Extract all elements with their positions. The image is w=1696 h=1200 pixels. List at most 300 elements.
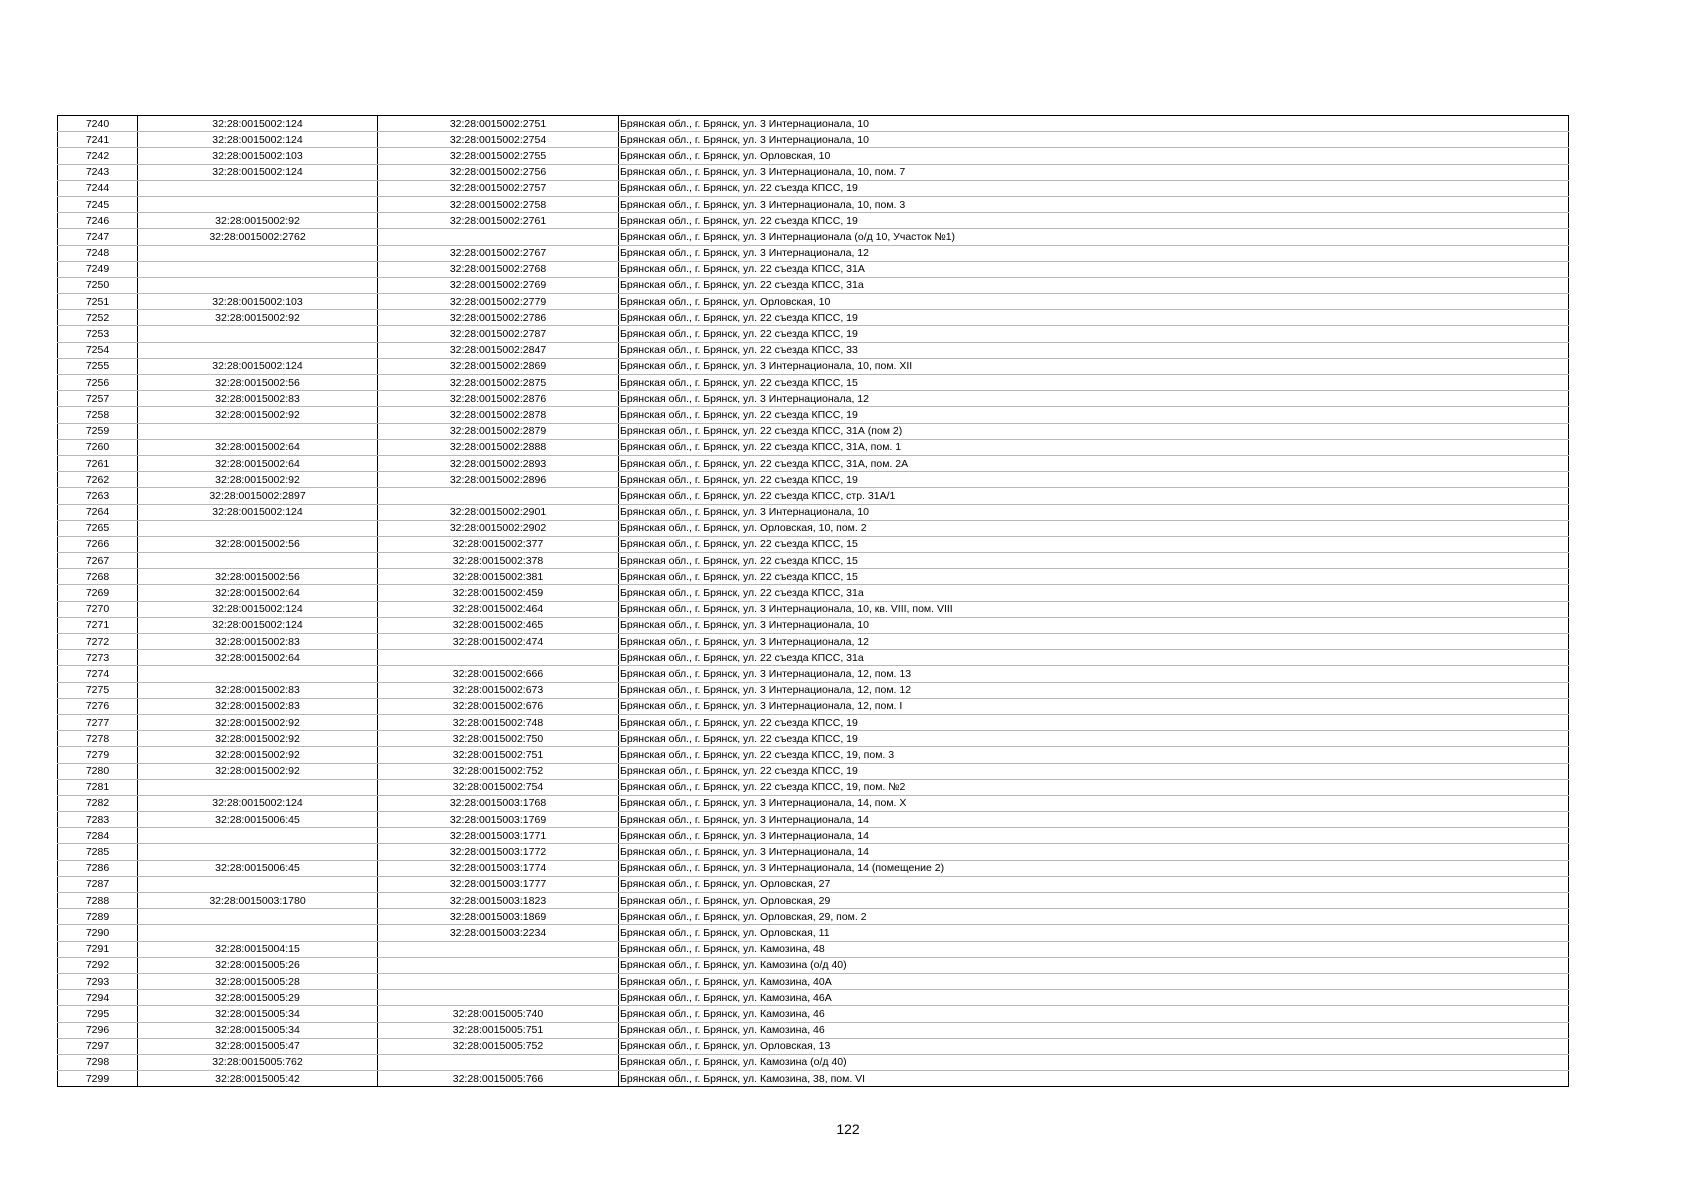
row-number-cell: 7267 <box>58 553 138 569</box>
object-cadastral-number-cell: 32:28:0015005:751 <box>378 1022 619 1038</box>
address-cell: Брянская обл., г. Брянск, ул. Камозина, 46 <box>619 1022 1569 1038</box>
address-cell: Брянская обл., г. Брянск, ул. Орловская, 10 <box>619 294 1569 310</box>
row-number-cell: 7282 <box>58 795 138 811</box>
object-cadastral-number-cell: 32:28:0015005:740 <box>378 1006 619 1022</box>
object-cadastral-number-cell: 32:28:0015002:2888 <box>378 439 619 455</box>
land-cadastral-number-cell: 32:28:0015002:124 <box>138 358 378 374</box>
row-number-cell: 7253 <box>58 326 138 342</box>
land-cadastral-number-cell <box>138 261 378 277</box>
row-number-cell: 7245 <box>58 196 138 212</box>
table-row <box>58 747 1569 763</box>
object-cadastral-number-cell: 32:28:0015002:2758 <box>378 196 619 212</box>
object-cadastral-number-cell: 32:28:0015002:2847 <box>378 342 619 358</box>
land-cadastral-number-cell: 32:28:0015002:92 <box>138 213 378 229</box>
address-cell: Брянская обл., г. Брянск, ул. 3 Интернационала, 10, пом. 3 <box>619 196 1569 212</box>
row-number-cell: 7278 <box>58 731 138 747</box>
address-cell: Брянская обл., г. Брянск, ул. 3 Интернационала (о/д 10, Участок №1) <box>619 229 1569 245</box>
object-cadastral-number-cell <box>378 650 619 666</box>
address-cell: Брянская обл., г. Брянск, ул. Орловская, 29, пом. 2 <box>619 909 1569 925</box>
land-cadastral-number-cell: 32:28:0015002:124 <box>138 795 378 811</box>
land-cadastral-number-cell: 32:28:0015004:15 <box>138 941 378 957</box>
land-cadastral-number-cell: 32:28:0015005:29 <box>138 990 378 1006</box>
table-row <box>58 973 1569 989</box>
object-cadastral-number-cell: 32:28:0015002:2869 <box>378 358 619 374</box>
row-number-cell: 7298 <box>58 1054 138 1070</box>
table-row <box>58 391 1569 407</box>
land-cadastral-number-cell: 32:28:0015005:34 <box>138 1022 378 1038</box>
object-cadastral-number-cell: 32:28:0015002:2779 <box>378 294 619 310</box>
row-number-cell: 7270 <box>58 601 138 617</box>
table-row <box>58 860 1569 876</box>
row-number-cell: 7259 <box>58 423 138 439</box>
land-cadastral-number-cell: 32:28:0015002:83 <box>138 391 378 407</box>
row-number-cell: 7257 <box>58 391 138 407</box>
object-cadastral-number-cell: 32:28:0015002:2761 <box>378 213 619 229</box>
row-number-cell: 7274 <box>58 666 138 682</box>
object-cadastral-number-cell: 32:28:0015002:459 <box>378 585 619 601</box>
address-cell: Брянская обл., г. Брянск, ул. 3 Интернационала, 10, пом. 7 <box>619 164 1569 180</box>
table-row <box>58 504 1569 520</box>
row-number-cell: 7262 <box>58 472 138 488</box>
object-cadastral-number-cell: 32:28:0015002:666 <box>378 666 619 682</box>
land-cadastral-number-cell: 32:28:0015003:1780 <box>138 893 378 909</box>
address-cell: Брянская обл., г. Брянск, ул. Орловская, 11 <box>619 925 1569 941</box>
land-cadastral-number-cell: 32:28:0015006:45 <box>138 812 378 828</box>
address-cell: Брянская обл., г. Брянск, ул. 22 съезда КПСС, стр. 31А/1 <box>619 488 1569 504</box>
address-cell: Брянская обл., г. Брянск, ул. 22 съезда КПСС, 31А <box>619 261 1569 277</box>
row-number-cell: 7244 <box>58 180 138 196</box>
address-cell: Брянская обл., г. Брянск, ул. 3 Интернационала, 10 <box>619 116 1569 132</box>
address-cell: Брянская обл., г. Брянск, ул. Камозина (о/д 40) <box>619 1054 1569 1070</box>
table-row <box>58 520 1569 536</box>
table-row <box>58 229 1569 245</box>
row-number-cell: 7269 <box>58 585 138 601</box>
land-cadastral-number-cell <box>138 844 378 860</box>
row-number-cell: 7256 <box>58 375 138 391</box>
land-cadastral-number-cell: 32:28:0015002:83 <box>138 634 378 650</box>
object-cadastral-number-cell: 32:28:0015002:2901 <box>378 504 619 520</box>
table-row <box>58 714 1569 730</box>
address-cell: Брянская обл., г. Брянск, ул. 3 Интернационала, 14 <box>619 828 1569 844</box>
address-cell: Брянская обл., г. Брянск, ул. 3 Интернационала, 14 (помещение 2) <box>619 860 1569 876</box>
address-cell: Брянская обл., г. Брянск, ул. 22 съезда КПСС, 19 <box>619 180 1569 196</box>
table-row <box>58 941 1569 957</box>
table-row <box>58 634 1569 650</box>
table-row <box>58 553 1569 569</box>
row-number-cell: 7299 <box>58 1071 138 1087</box>
row-number-cell: 7285 <box>58 844 138 860</box>
row-number-cell: 7247 <box>58 229 138 245</box>
object-cadastral-number-cell: 32:28:0015005:766 <box>378 1071 619 1087</box>
object-cadastral-number-cell: 32:28:0015003:2234 <box>378 925 619 941</box>
address-cell: Брянская обл., г. Брянск, ул. 3 Интернационала, 10, пом. XII <box>619 358 1569 374</box>
object-cadastral-number-cell <box>378 1054 619 1070</box>
address-cell: Брянская обл., г. Брянск, ул. 3 Интернационала, 12, пом. I <box>619 698 1569 714</box>
object-cadastral-number-cell: 32:28:0015002:2787 <box>378 326 619 342</box>
row-number-cell: 7271 <box>58 617 138 633</box>
address-cell: Брянская обл., г. Брянск, ул. Орловская, 10, пом. 2 <box>619 520 1569 536</box>
object-cadastral-number-cell: 32:28:0015002:465 <box>378 617 619 633</box>
row-number-cell: 7261 <box>58 455 138 471</box>
land-cadastral-number-cell <box>138 666 378 682</box>
object-cadastral-number-cell: 32:28:0015002:2875 <box>378 375 619 391</box>
land-cadastral-number-cell <box>138 342 378 358</box>
address-cell: Брянская обл., г. Брянск, ул. 3 Интернационала, 12 <box>619 391 1569 407</box>
object-cadastral-number-cell: 32:28:0015002:2896 <box>378 472 619 488</box>
land-cadastral-number-cell <box>138 326 378 342</box>
land-cadastral-number-cell <box>138 520 378 536</box>
table-row <box>58 1038 1569 1054</box>
land-cadastral-number-cell: 32:28:0015002:124 <box>138 617 378 633</box>
table-row <box>58 1054 1569 1070</box>
address-cell: Брянская обл., г. Брянск, ул. Камозина (о/д 40) <box>619 957 1569 973</box>
row-number-cell: 7240 <box>58 116 138 132</box>
row-number-cell: 7266 <box>58 536 138 552</box>
land-cadastral-number-cell: 32:28:0015005:28 <box>138 973 378 989</box>
object-cadastral-number-cell: 32:28:0015003:1769 <box>378 812 619 828</box>
object-cadastral-number-cell: 32:28:0015002:2876 <box>378 391 619 407</box>
row-number-cell: 7279 <box>58 747 138 763</box>
address-cell: Брянская обл., г. Брянск, ул. 22 съезда КПСС, 31А, пом. 1 <box>619 439 1569 455</box>
land-cadastral-number-cell: 32:28:0015002:2762 <box>138 229 378 245</box>
registry-table <box>57 115 1569 1087</box>
land-cadastral-number-cell: 32:28:0015002:2897 <box>138 488 378 504</box>
address-cell: Брянская обл., г. Брянск, ул. 22 съезда КПСС, 19 <box>619 714 1569 730</box>
table-row <box>58 423 1569 439</box>
object-cadastral-number-cell <box>378 957 619 973</box>
table-row <box>58 488 1569 504</box>
land-cadastral-number-cell <box>138 925 378 941</box>
row-number-cell: 7258 <box>58 407 138 423</box>
land-cadastral-number-cell: 32:28:0015002:56 <box>138 375 378 391</box>
land-cadastral-number-cell <box>138 423 378 439</box>
row-number-cell: 7272 <box>58 634 138 650</box>
land-cadastral-number-cell: 32:28:0015002:56 <box>138 536 378 552</box>
table-row <box>58 407 1569 423</box>
land-cadastral-number-cell: 32:28:0015002:64 <box>138 439 378 455</box>
address-cell: Брянская обл., г. Брянск, ул. 22 съезда КПСС, 15 <box>619 569 1569 585</box>
registry-table-body <box>58 116 1569 1087</box>
table-row <box>58 310 1569 326</box>
land-cadastral-number-cell <box>138 909 378 925</box>
land-cadastral-number-cell: 32:28:0015005:762 <box>138 1054 378 1070</box>
row-number-cell: 7291 <box>58 941 138 957</box>
land-cadastral-number-cell <box>138 779 378 795</box>
table-row <box>58 455 1569 471</box>
land-cadastral-number-cell: 32:28:0015002:92 <box>138 747 378 763</box>
row-number-cell: 7283 <box>58 812 138 828</box>
row-number-cell: 7265 <box>58 520 138 536</box>
object-cadastral-number-cell: 32:28:0015002:750 <box>378 731 619 747</box>
land-cadastral-number-cell <box>138 553 378 569</box>
table-row <box>58 116 1569 132</box>
object-cadastral-number-cell: 32:28:0015002:754 <box>378 779 619 795</box>
table-row <box>58 1006 1569 1022</box>
row-number-cell: 7293 <box>58 973 138 989</box>
address-cell: Брянская обл., г. Брянск, ул. 22 съезда КПСС, 19 <box>619 472 1569 488</box>
object-cadastral-number-cell: 32:28:0015002:673 <box>378 682 619 698</box>
object-cadastral-number-cell: 32:28:0015002:2879 <box>378 423 619 439</box>
land-cadastral-number-cell <box>138 277 378 293</box>
address-cell: Брянская обл., г. Брянск, ул. 22 съезда КПСС, 19, пом. 3 <box>619 747 1569 763</box>
object-cadastral-number-cell: 32:28:0015002:2902 <box>378 520 619 536</box>
land-cadastral-number-cell: 32:28:0015002:64 <box>138 455 378 471</box>
address-cell: Брянская обл., г. Брянск, ул. 22 съезда КПСС, 19 <box>619 407 1569 423</box>
land-cadastral-number-cell <box>138 245 378 261</box>
address-cell: Брянская обл., г. Брянск, ул. Орловская, 27 <box>619 876 1569 892</box>
row-number-cell: 7260 <box>58 439 138 455</box>
row-number-cell: 7275 <box>58 682 138 698</box>
row-number-cell: 7286 <box>58 860 138 876</box>
land-cadastral-number-cell <box>138 196 378 212</box>
address-cell: Брянская обл., г. Брянск, ул. 22 съезда КПСС, 31а <box>619 650 1569 666</box>
row-number-cell: 7288 <box>58 893 138 909</box>
address-cell: Брянская обл., г. Брянск, ул. 22 съезда КПСС, 19, пом. №2 <box>619 779 1569 795</box>
land-cadastral-number-cell: 32:28:0015002:92 <box>138 472 378 488</box>
row-number-cell: 7250 <box>58 277 138 293</box>
object-cadastral-number-cell: 32:28:0015002:676 <box>378 698 619 714</box>
address-cell: Брянская обл., г. Брянск, ул. 22 съезда КПСС, 19 <box>619 213 1569 229</box>
table-row <box>58 763 1569 779</box>
object-cadastral-number-cell: 32:28:0015002:2757 <box>378 180 619 196</box>
address-cell: Брянская обл., г. Брянск, ул. 22 съезда КПСС, 15 <box>619 536 1569 552</box>
land-cadastral-number-cell: 32:28:0015002:83 <box>138 698 378 714</box>
address-cell: Брянская обл., г. Брянск, ул. 22 съезда КПСС, 19 <box>619 326 1569 342</box>
row-number-cell: 7246 <box>58 213 138 229</box>
table-row <box>58 1022 1569 1038</box>
row-number-cell: 7287 <box>58 876 138 892</box>
object-cadastral-number-cell: 32:28:0015002:2756 <box>378 164 619 180</box>
address-cell: Брянская обл., г. Брянск, ул. Камозина, 48 <box>619 941 1569 957</box>
object-cadastral-number-cell: 32:28:0015003:1869 <box>378 909 619 925</box>
object-cadastral-number-cell <box>378 990 619 1006</box>
object-cadastral-number-cell: 32:28:0015002:464 <box>378 601 619 617</box>
address-cell: Брянская обл., г. Брянск, ул. 3 Интернационала, 14 <box>619 812 1569 828</box>
land-cadastral-number-cell: 32:28:0015005:26 <box>138 957 378 973</box>
table-row <box>58 342 1569 358</box>
address-cell: Брянская обл., г. Брянск, ул. Орловская, 29 <box>619 893 1569 909</box>
row-number-cell: 7255 <box>58 358 138 374</box>
address-cell: Брянская обл., г. Брянск, ул. 22 съезда КПСС, 19 <box>619 310 1569 326</box>
row-number-cell: 7296 <box>58 1022 138 1038</box>
row-number-cell: 7284 <box>58 828 138 844</box>
table-row <box>58 277 1569 293</box>
land-cadastral-number-cell: 32:28:0015002:103 <box>138 294 378 310</box>
address-cell: Брянская обл., г. Брянск, ул. Камозина, 46 <box>619 1006 1569 1022</box>
object-cadastral-number-cell: 32:28:0015003:1772 <box>378 844 619 860</box>
object-cadastral-number-cell: 32:28:0015002:751 <box>378 747 619 763</box>
table-row <box>58 569 1569 585</box>
object-cadastral-number-cell <box>378 941 619 957</box>
table-row <box>58 245 1569 261</box>
table-row <box>58 132 1569 148</box>
address-cell: Брянская обл., г. Брянск, ул. 22 съезда КПСС, 33 <box>619 342 1569 358</box>
object-cadastral-number-cell: 32:28:0015002:2767 <box>378 245 619 261</box>
address-cell: Брянская обл., г. Брянск, ул. 3 Интернационала, 12 <box>619 634 1569 650</box>
object-cadastral-number-cell <box>378 488 619 504</box>
table-row <box>58 828 1569 844</box>
object-cadastral-number-cell <box>378 973 619 989</box>
row-number-cell: 7251 <box>58 294 138 310</box>
land-cadastral-number-cell <box>138 180 378 196</box>
address-cell: Брянская обл., г. Брянск, ул. 3 Интернационала, 10 <box>619 617 1569 633</box>
table-row <box>58 585 1569 601</box>
land-cadastral-number-cell: 32:28:0015002:92 <box>138 407 378 423</box>
row-number-cell: 7268 <box>58 569 138 585</box>
table-row <box>58 196 1569 212</box>
table-row <box>58 358 1569 374</box>
table-row <box>58 925 1569 941</box>
land-cadastral-number-cell: 32:28:0015005:47 <box>138 1038 378 1054</box>
address-cell: Брянская обл., г. Брянск, ул. 22 съезда КПСС, 31А, пом. 2А <box>619 455 1569 471</box>
land-cadastral-number-cell: 32:28:0015002:124 <box>138 601 378 617</box>
address-cell: Брянская обл., г. Брянск, ул. 3 Интернационала, 14, пом. Х <box>619 795 1569 811</box>
object-cadastral-number-cell: 32:28:0015003:1774 <box>378 860 619 876</box>
address-cell: Брянская обл., г. Брянск, ул. 22 съезда КПСС, 31а <box>619 277 1569 293</box>
table-row <box>58 261 1569 277</box>
object-cadastral-number-cell: 32:28:0015003:1823 <box>378 893 619 909</box>
table-row <box>58 1071 1569 1087</box>
land-cadastral-number-cell: 32:28:0015002:92 <box>138 310 378 326</box>
land-cadastral-number-cell: 32:28:0015002:124 <box>138 116 378 132</box>
land-cadastral-number-cell: 32:28:0015002:124 <box>138 132 378 148</box>
table-row <box>58 326 1569 342</box>
table-row <box>58 844 1569 860</box>
land-cadastral-number-cell: 32:28:0015002:92 <box>138 731 378 747</box>
address-cell: Брянская обл., г. Брянск, ул. 3 Интернационала, 12, пом. 13 <box>619 666 1569 682</box>
address-cell: Брянская обл., г. Брянск, ул. 22 съезда КПСС, 31а <box>619 585 1569 601</box>
table-row <box>58 148 1569 164</box>
address-cell: Брянская обл., г. Брянск, ул. 22 съезда КПСС, 19 <box>619 731 1569 747</box>
address-cell: Брянская обл., г. Брянск, ул. Камозина, 38, пом. VI <box>619 1071 1569 1087</box>
object-cadastral-number-cell: 32:28:0015002:2754 <box>378 132 619 148</box>
table-row <box>58 617 1569 633</box>
object-cadastral-number-cell: 32:28:0015002:2893 <box>378 455 619 471</box>
row-number-cell: 7241 <box>58 132 138 148</box>
table-row <box>58 957 1569 973</box>
address-cell: Брянская обл., г. Брянск, ул. 22 съезда КПСС, 19 <box>619 763 1569 779</box>
land-cadastral-number-cell: 32:28:0015002:92 <box>138 763 378 779</box>
row-number-cell: 7252 <box>58 310 138 326</box>
object-cadastral-number-cell: 32:28:0015002:2755 <box>378 148 619 164</box>
row-number-cell: 7254 <box>58 342 138 358</box>
table-row <box>58 812 1569 828</box>
address-cell: Брянская обл., г. Брянск, ул. 3 Интернационала, 14 <box>619 844 1569 860</box>
table-row <box>58 682 1569 698</box>
object-cadastral-number-cell: 32:28:0015002:752 <box>378 763 619 779</box>
row-number-cell: 7249 <box>58 261 138 277</box>
address-cell: Брянская обл., г. Брянск, ул. Камозина, 46А <box>619 990 1569 1006</box>
row-number-cell: 7242 <box>58 148 138 164</box>
table-row <box>58 180 1569 196</box>
object-cadastral-number-cell: 32:28:0015002:2768 <box>378 261 619 277</box>
table-row <box>58 779 1569 795</box>
land-cadastral-number-cell <box>138 828 378 844</box>
object-cadastral-number-cell: 32:28:0015002:377 <box>378 536 619 552</box>
land-cadastral-number-cell: 32:28:0015002:103 <box>138 148 378 164</box>
table-row <box>58 990 1569 1006</box>
table-row <box>58 213 1569 229</box>
row-number-cell: 7243 <box>58 164 138 180</box>
address-cell: Брянская обл., г. Брянск, ул. 22 съезда КПСС, 31А (пом 2) <box>619 423 1569 439</box>
row-number-cell: 7295 <box>58 1006 138 1022</box>
table-row <box>58 164 1569 180</box>
object-cadastral-number-cell: 32:28:0015002:748 <box>378 714 619 730</box>
table-row <box>58 439 1569 455</box>
land-cadastral-number-cell: 32:28:0015002:124 <box>138 164 378 180</box>
land-cadastral-number-cell: 32:28:0015002:124 <box>138 504 378 520</box>
land-cadastral-number-cell <box>138 876 378 892</box>
object-cadastral-number-cell: 32:28:0015003:1777 <box>378 876 619 892</box>
row-number-cell: 7289 <box>58 909 138 925</box>
table-row <box>58 909 1569 925</box>
object-cadastral-number-cell: 32:28:0015002:378 <box>378 553 619 569</box>
row-number-cell: 7281 <box>58 779 138 795</box>
row-number-cell: 7276 <box>58 698 138 714</box>
row-number-cell: 7294 <box>58 990 138 1006</box>
object-cadastral-number-cell <box>378 229 619 245</box>
land-cadastral-number-cell: 32:28:0015002:64 <box>138 650 378 666</box>
address-cell: Брянская обл., г. Брянск, ул. Орловская, 13 <box>619 1038 1569 1054</box>
row-number-cell: 7273 <box>58 650 138 666</box>
land-cadastral-number-cell: 32:28:0015005:42 <box>138 1071 378 1087</box>
table-row <box>58 375 1569 391</box>
row-number-cell: 7292 <box>58 957 138 973</box>
table-row <box>58 666 1569 682</box>
page-number: 122 <box>836 1121 860 1137</box>
land-cadastral-number-cell: 32:28:0015002:92 <box>138 714 378 730</box>
row-number-cell: 7248 <box>58 245 138 261</box>
address-cell: Брянская обл., г. Брянск, ул. 3 Интернационала, 10 <box>619 504 1569 520</box>
table-row <box>58 536 1569 552</box>
object-cadastral-number-cell: 32:28:0015002:2878 <box>378 407 619 423</box>
row-number-cell: 7263 <box>58 488 138 504</box>
table-row <box>58 893 1569 909</box>
row-number-cell: 7277 <box>58 714 138 730</box>
object-cadastral-number-cell: 32:28:0015002:2786 <box>378 310 619 326</box>
object-cadastral-number-cell: 32:28:0015002:381 <box>378 569 619 585</box>
object-cadastral-number-cell: 32:28:0015002:474 <box>378 634 619 650</box>
land-cadastral-number-cell: 32:28:0015002:64 <box>138 585 378 601</box>
table-row <box>58 876 1569 892</box>
object-cadastral-number-cell: 32:28:0015002:2751 <box>378 116 619 132</box>
table-row <box>58 795 1569 811</box>
table-row <box>58 601 1569 617</box>
address-cell: Брянская обл., г. Брянск, ул. 3 Интернационала, 10 <box>619 132 1569 148</box>
row-number-cell: 7280 <box>58 763 138 779</box>
object-cadastral-number-cell: 32:28:0015002:2769 <box>378 277 619 293</box>
land-cadastral-number-cell: 32:28:0015002:83 <box>138 682 378 698</box>
table-row <box>58 472 1569 488</box>
table-row <box>58 698 1569 714</box>
land-cadastral-number-cell: 32:28:0015002:56 <box>138 569 378 585</box>
address-cell: Брянская обл., г. Брянск, ул. 3 Интернационала, 12, пом. 12 <box>619 682 1569 698</box>
row-number-cell: 7290 <box>58 925 138 941</box>
land-cadastral-number-cell: 32:28:0015005:34 <box>138 1006 378 1022</box>
row-number-cell: 7297 <box>58 1038 138 1054</box>
address-cell: Брянская обл., г. Брянск, ул. Орловская, 10 <box>619 148 1569 164</box>
object-cadastral-number-cell: 32:28:0015003:1768 <box>378 795 619 811</box>
table-row <box>58 731 1569 747</box>
table-row <box>58 294 1569 310</box>
address-cell: Брянская обл., г. Брянск, ул. 3 Интернационала, 12 <box>619 245 1569 261</box>
address-cell: Брянская обл., г. Брянск, ул. Камозина, 40А <box>619 973 1569 989</box>
object-cadastral-number-cell: 32:28:0015005:752 <box>378 1038 619 1054</box>
address-cell: Брянская обл., г. Брянск, ул. 22 съезда КПСС, 15 <box>619 375 1569 391</box>
land-cadastral-number-cell: 32:28:0015006:45 <box>138 860 378 876</box>
row-number-cell: 7264 <box>58 504 138 520</box>
object-cadastral-number-cell: 32:28:0015003:1771 <box>378 828 619 844</box>
